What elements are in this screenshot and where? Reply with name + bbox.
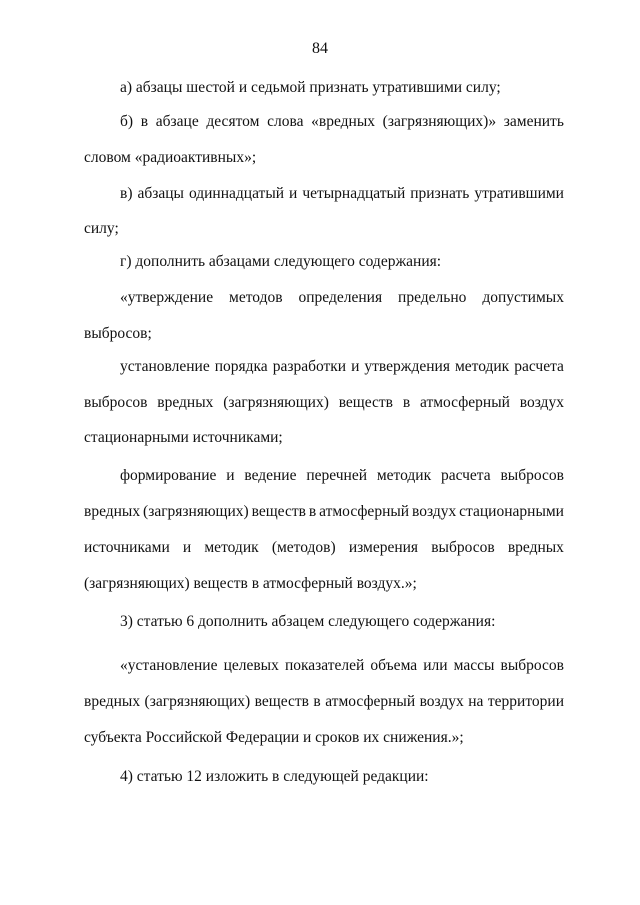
- word: источниками: [84, 539, 170, 556]
- paragraph-line: [120, 466, 564, 486]
- word: б): [120, 113, 134, 130]
- paragraph-line: словом «радиоактивных»;: [84, 149, 257, 166]
- word: вредных: [157, 394, 214, 411]
- word: стационарными: [459, 503, 564, 520]
- word: выбросов: [500, 657, 564, 674]
- paragraph-line: а) абзацы шестой и седьмой признать утратившими силу;: [120, 79, 501, 96]
- paragraph-line: [84, 502, 564, 522]
- paragraph-line: [120, 184, 564, 204]
- word: атмосферный: [419, 394, 510, 411]
- paragraph-line: 4) статью 12 изложить в следующей редакции:: [120, 768, 429, 785]
- paragraph-line: [84, 393, 564, 413]
- word: (загрязняющих)»: [382, 113, 497, 130]
- word: целевых: [223, 657, 279, 674]
- page-number: 84: [312, 40, 328, 57]
- paragraph-line: стационарными источниками;: [84, 429, 283, 446]
- word: на: [468, 693, 484, 710]
- word: показателей: [284, 657, 365, 674]
- word: методов: [229, 289, 283, 306]
- word: одиннадцатый: [188, 185, 285, 202]
- word: выбросов: [84, 394, 148, 411]
- word: вредных: [507, 539, 564, 556]
- paragraph-line: (загрязняющих) веществ в атмосферный воздух.»;: [84, 575, 417, 592]
- word: объема: [370, 657, 418, 674]
- word: веществ: [254, 693, 309, 710]
- word: десятом: [206, 113, 260, 130]
- word: абзацы: [137, 185, 184, 202]
- word: методик: [376, 467, 432, 484]
- word: атмосферный: [319, 503, 410, 520]
- paragraph-line: г) дополнить абзацами следующего содержания:: [120, 253, 442, 270]
- paragraph-line: [84, 692, 564, 712]
- word: (загрязняющих): [223, 394, 329, 411]
- word: территории: [487, 693, 564, 710]
- word: и: [182, 539, 192, 556]
- word: утратившими: [474, 185, 564, 202]
- word: установление: [120, 358, 210, 375]
- word: «вредных: [311, 113, 375, 130]
- word: массы: [453, 657, 495, 674]
- word: допустимых: [482, 289, 564, 306]
- word: в: [402, 394, 411, 411]
- word: разработки: [272, 358, 347, 375]
- word: веществ: [338, 394, 393, 411]
- word: порядка: [214, 358, 268, 375]
- paragraph-line: [120, 656, 564, 676]
- paragraph-line: субъекта Российской Федерации и сроков их снижения.»;: [84, 729, 464, 746]
- word: (методов): [271, 539, 336, 556]
- word: в: [308, 503, 317, 520]
- word: или: [423, 657, 448, 674]
- word: и: [289, 185, 298, 202]
- paragraph-line: [120, 288, 564, 308]
- word: выбросов: [500, 467, 564, 484]
- paragraph-line: [84, 538, 564, 558]
- word: вредных: [84, 693, 141, 710]
- paragraph-line: [120, 357, 564, 377]
- paragraph-line: [120, 112, 564, 132]
- paragraph-line: силу;: [84, 220, 119, 237]
- word: «установление: [120, 657, 218, 674]
- word: предельно: [398, 289, 467, 306]
- word: заменить: [503, 113, 564, 130]
- word: воздух: [419, 693, 464, 710]
- word: и: [351, 358, 360, 375]
- word: методик: [204, 539, 259, 556]
- word: методик: [454, 358, 510, 375]
- word: в): [120, 185, 133, 202]
- word: (загрязняющих): [143, 503, 249, 520]
- word: воздух: [412, 503, 457, 520]
- word: вредных: [84, 503, 141, 520]
- word: измерения: [348, 539, 419, 556]
- word: признать: [410, 185, 470, 202]
- word: атмосферный: [325, 693, 416, 710]
- word: абзаце: [155, 113, 199, 130]
- word: четырнадцатый: [302, 185, 406, 202]
- word: выбросов: [431, 539, 495, 556]
- word: определения: [298, 289, 383, 306]
- word: ведение: [244, 467, 297, 484]
- paragraph-line: выбросов;: [84, 325, 152, 342]
- word: перечней: [306, 467, 367, 484]
- word: (загрязняющих): [144, 693, 251, 710]
- word: формирование: [120, 467, 217, 484]
- word: расчета: [514, 358, 564, 375]
- word: расчета: [440, 467, 491, 484]
- word: «утверждение: [120, 289, 214, 306]
- word: утверждения: [364, 358, 450, 375]
- word: слова: [267, 113, 304, 130]
- word: в: [313, 693, 321, 710]
- paragraph-line: 3) статью 6 дополнить абзацем следующего содержания:: [120, 613, 496, 630]
- word: в: [140, 113, 149, 130]
- word: веществ: [251, 503, 306, 520]
- word: и: [226, 467, 235, 484]
- word: воздух: [519, 394, 564, 411]
